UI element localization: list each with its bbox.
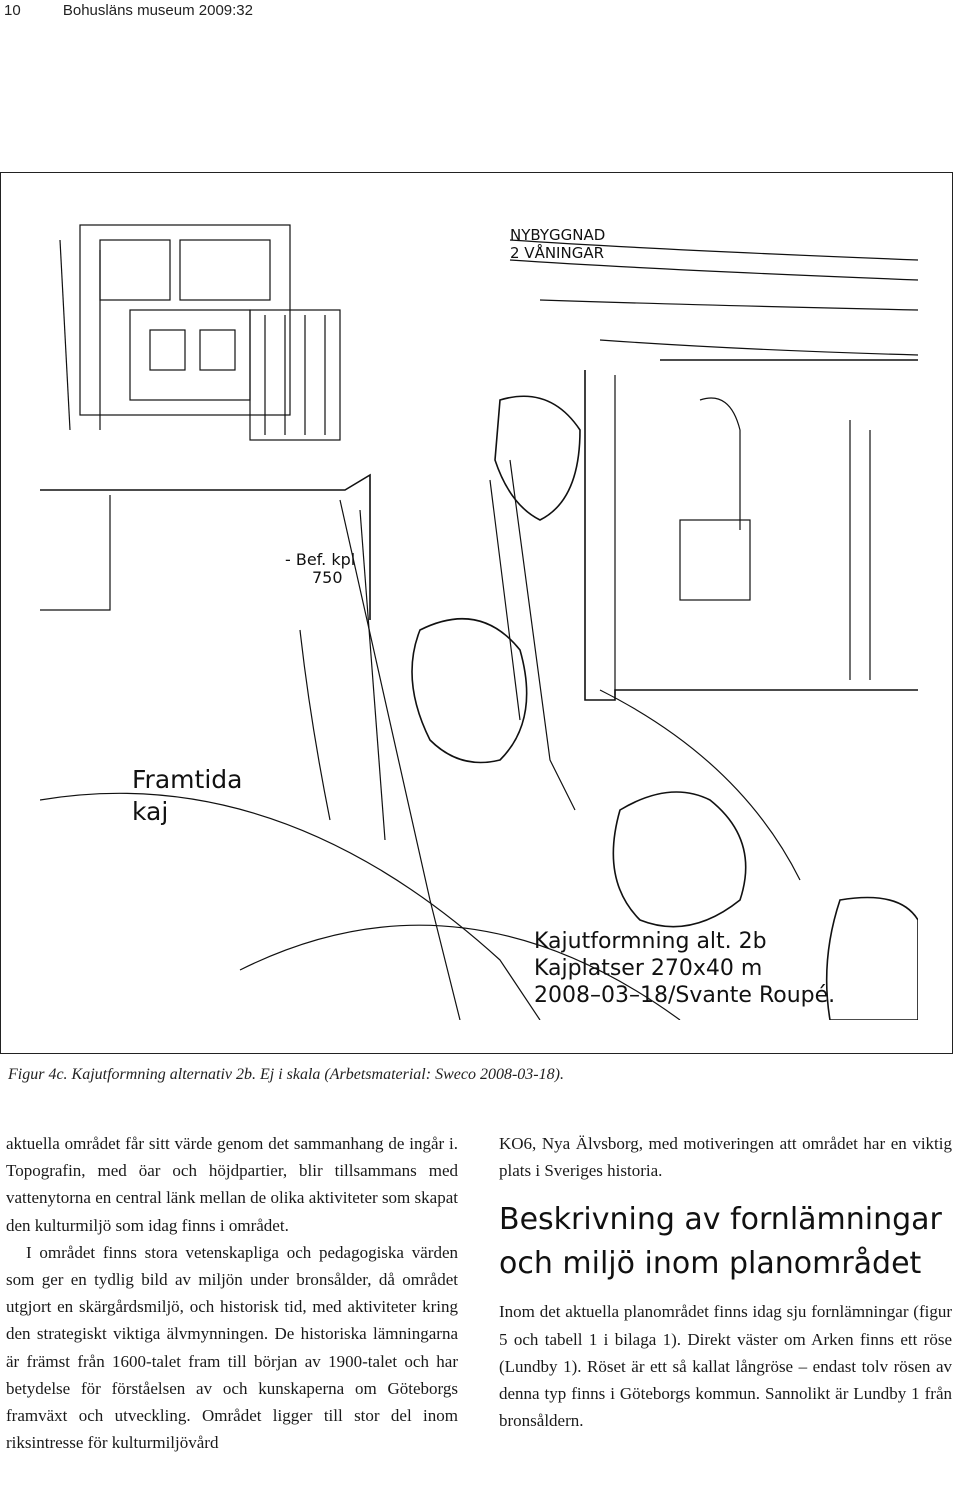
section-heading: Beskrivning av fornlämningar och miljö inom planområdet <box>499 1202 942 1282</box>
left-paragraph-2: I området finns stora vetenskapliga och pedagogiska värden som ger en tydlig bild av miljön under bronsålder, då området utgjort en skärgårdsmiljö, och historisk tid, med aktiviteter kring den strategiskt viktiga älvmynningen. De historiska lämningarna är främst från 1600-talet fram till början av 1900-talet och har betydelse för förståelsen av och kunskaperna om Göteborgs framväxt och utveckling. Området ligger till stor del inom riksintresse för kulturmiljövård <box>6 1242 458 1453</box>
right-column <box>499 1130 952 1434</box>
label-bef-1: - Bef. kpl <box>285 550 356 569</box>
site-plan-map <box>40 200 918 1020</box>
left-column <box>6 1130 458 1456</box>
label-framtida-2: kaj <box>132 797 169 826</box>
running-head <box>4 2 253 19</box>
label-framtida-1: Framtida <box>132 765 243 794</box>
label-drawing-2: Kajplatser 270x40 m <box>534 956 763 981</box>
publication-title: Bohusläns museum 2009:32 <box>62 2 253 19</box>
label-nybyggnad-2: 2 VÅNINGAR <box>510 244 605 262</box>
right-paragraph-2: Inom det aktuella planområdet finns idag sju fornlämningar (figur 5 och tabell 1 i bilaga 1). Direkt väster om Arken finns ett röse (Lundby 1). Röset är ett så kallat långröse – endast tolv rösen av denna typ finns i Göteborgs kommun. Sannolikt är Lundby 1 från bronsåldern. <box>499 1302 952 1431</box>
figure-caption: Figur 4c. Kajutformning alternativ 2b. Ej i skala (Arbetsmaterial: Sweco 2008-03-18). <box>8 1066 564 1083</box>
label-bef-2: 750 <box>312 568 343 587</box>
label-nybyggnad-1: NYBYGGNAD <box>510 226 606 244</box>
left-paragraph-1: aktuella området får sitt värde genom det sammanhang de ingår i. Topografin, med öar och höjdpartier, blir tillsammans med vattenytorna en central länk mellan de olika aktiviteter som skapat den kulturmiljö som idag finns i området. <box>6 1134 458 1235</box>
page-number: 10 <box>4 2 21 19</box>
label-drawing-1: Kajutformning alt. 2b <box>534 929 767 954</box>
right-paragraph-1: KO6, Nya Älvsborg, med motiveringen att området har en viktig plats i Sveriges historia. <box>499 1134 952 1181</box>
label-drawing-3: 2008–03–18/Svante Roupé. <box>534 983 836 1008</box>
